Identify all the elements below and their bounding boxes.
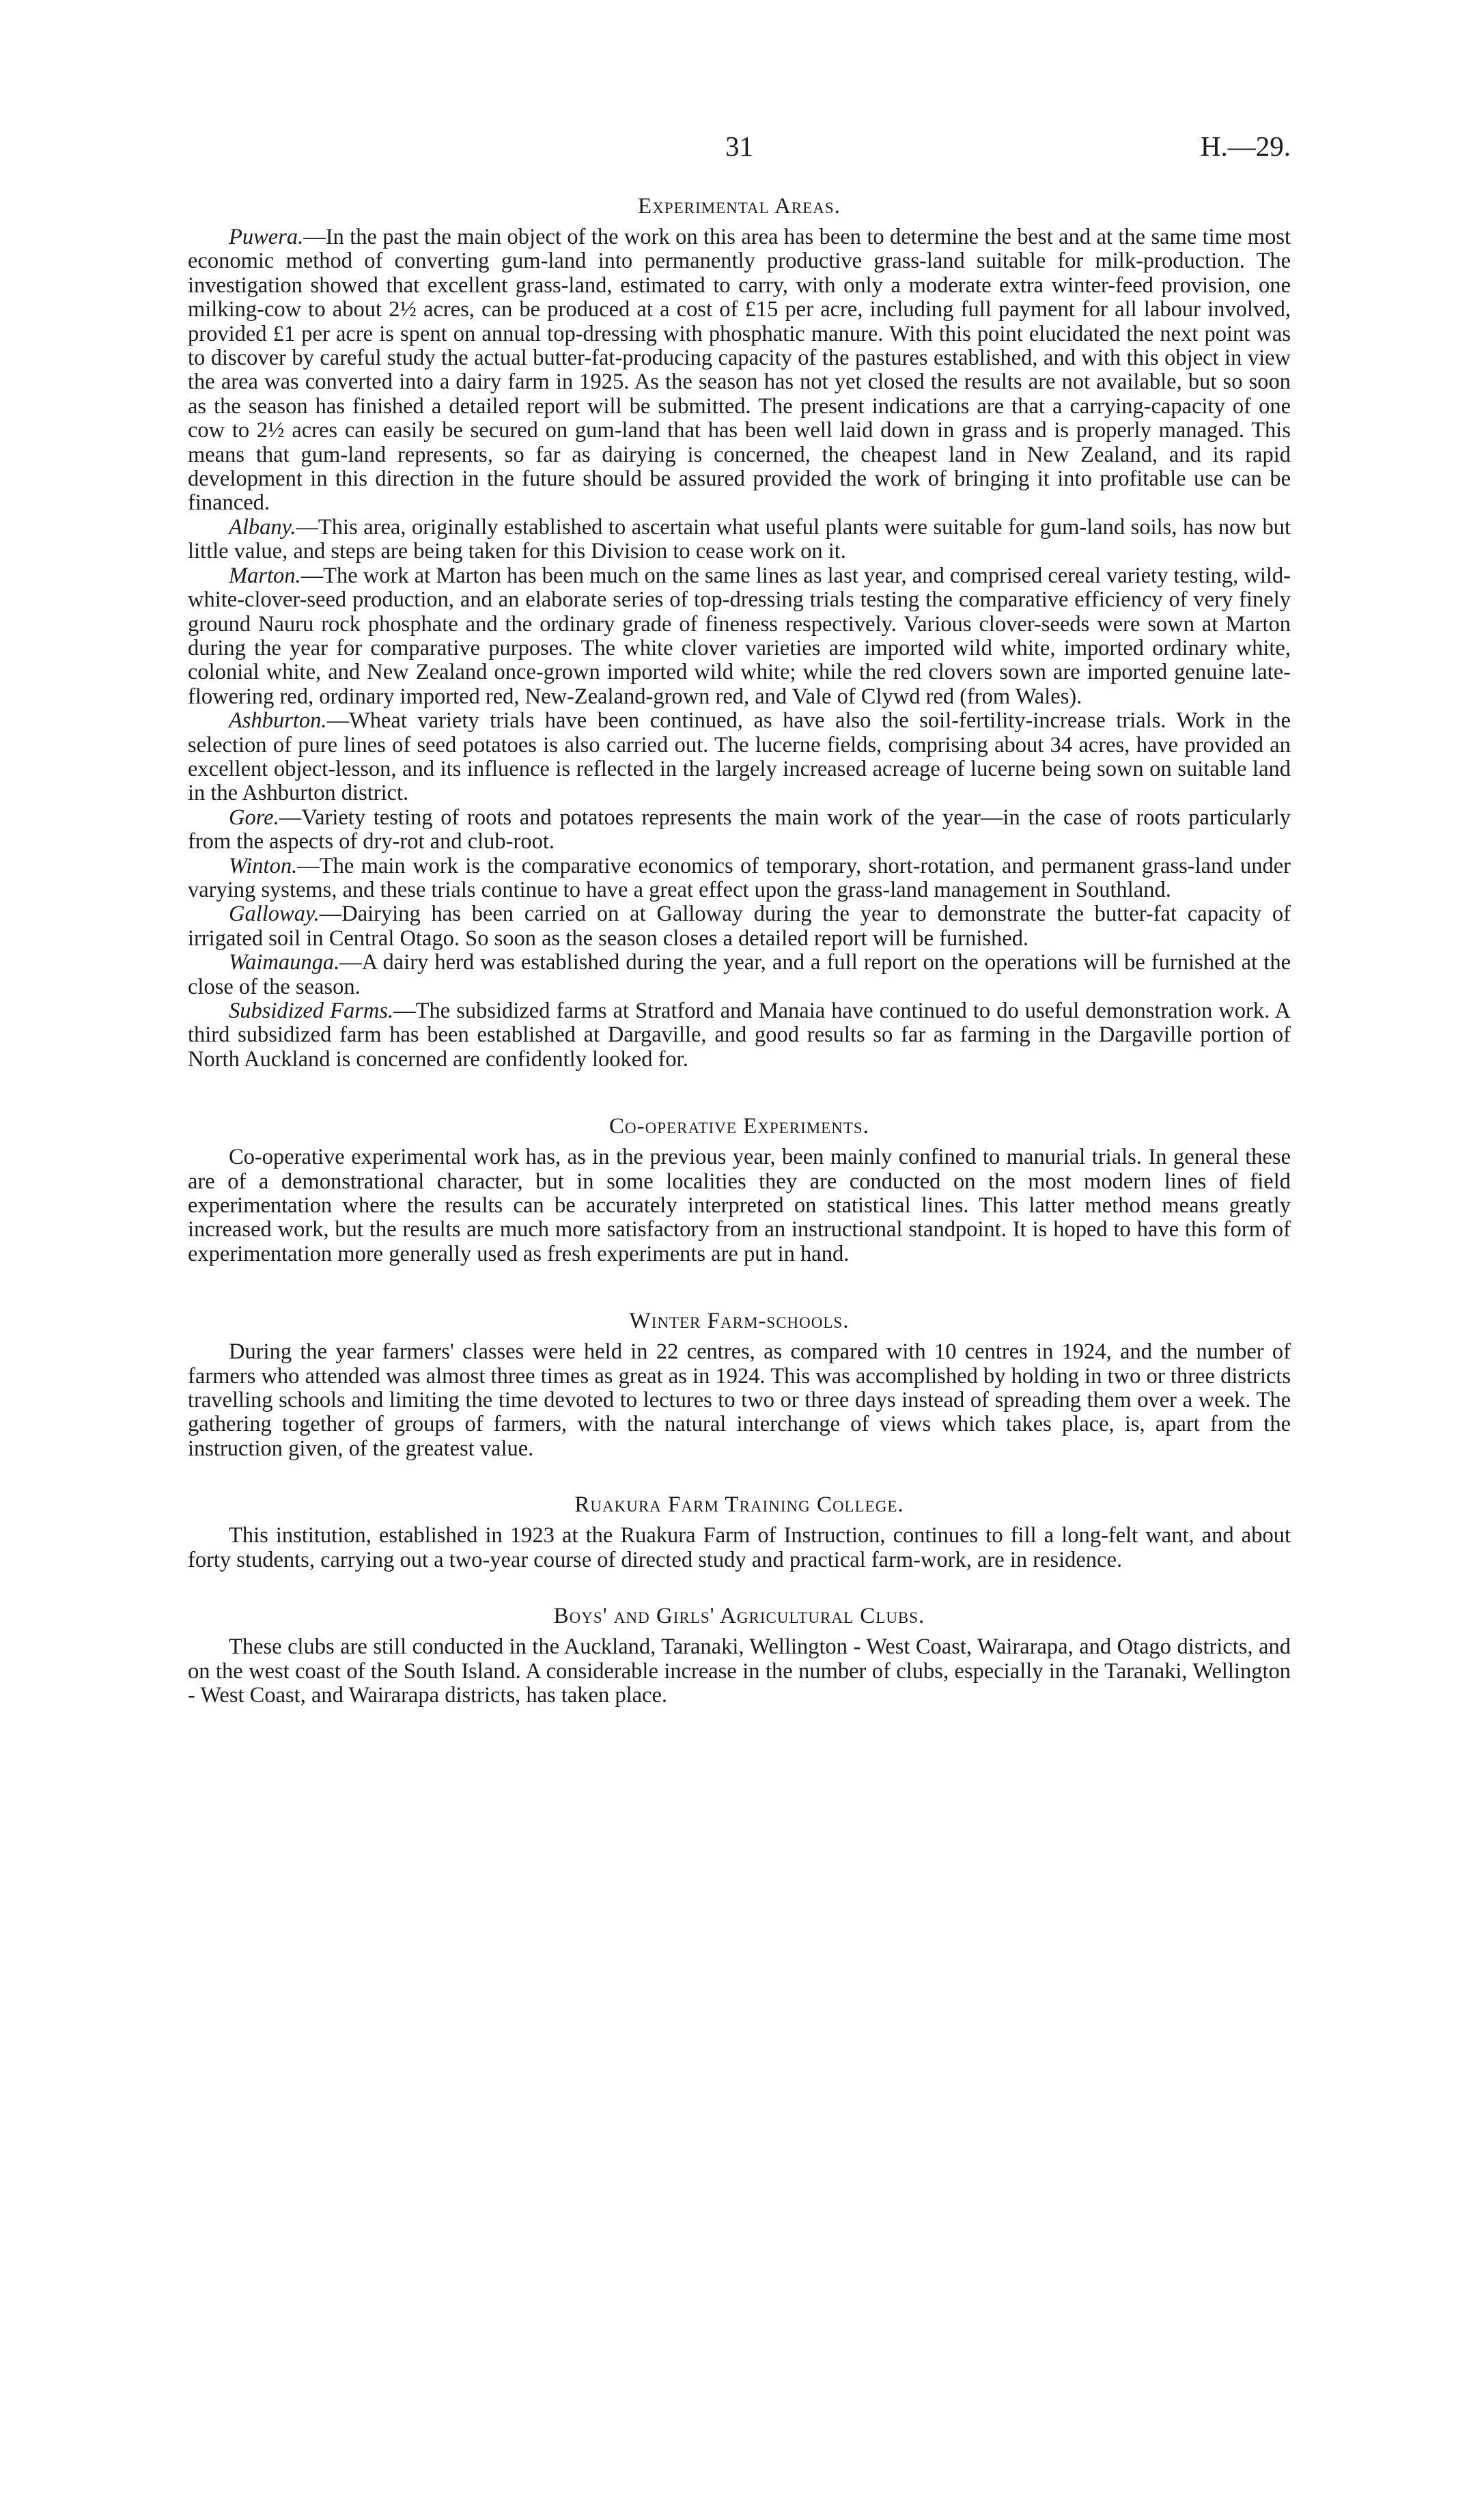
paragraph-lead: Galloway. bbox=[229, 902, 320, 927]
document-reference: H.—29. bbox=[1200, 130, 1291, 162]
paragraph-puwera bbox=[188, 225, 1291, 516]
paragraph-lead: Albany. bbox=[229, 514, 296, 540]
paragraph-ruakura: This institution, established in 1923 at the Ruakura Farm of Instruction, continues to fill a long-felt want, and about forty students, carrying out a two-year course of directed study and practical farm-work, are in residence. bbox=[188, 1523, 1291, 1572]
section-title-winter-farm-schools: Winter Farm-schools. bbox=[629, 1309, 850, 1334]
paragraph-waimaunga bbox=[188, 951, 1291, 999]
paragraph-lead: Puwera. bbox=[229, 225, 304, 249]
section-title-agricultural-clubs: Boys' and Girls' Agricultural Clubs. bbox=[553, 1604, 925, 1629]
section-title-experimental-areas: Experimental Areas. bbox=[638, 194, 841, 219]
paragraph-text: —Variety testing of roots and potatoes represents the main work of the year—in the case of roots particularly from the aspects of dry-rot and club-root. bbox=[188, 805, 1291, 854]
paragraph-agricultural-clubs: These clubs are still conducted in the Auckland, Taranaki, Wellington - West Coast, Wairarapa, and Otago districts, and on the west coast of the South Island. A considerable increase in the number of clubs, especially in the Taranaki, Wellington - West Coast, and Wairarapa districts, has taken place. bbox=[188, 1634, 1291, 1708]
paragraph-text: —Dairying has been carried on at Galloway during the year to demonstrate the butter-fat capacity of irrigated soil in Central Otago. So soon as the season closes a detailed report will be furnished. bbox=[188, 902, 1291, 951]
paragraph-text: —A dairy herd was established during the year, and a full report on the operations will be furnished at the close of the season. bbox=[188, 950, 1291, 999]
paragraph-lead: Gore. bbox=[229, 805, 279, 830]
paragraph-text: —This area, originally established to ascertain what useful plants were suitable for gum-land soils, has now but little value, and steps are being taken for this Division to cease work on it. bbox=[188, 514, 1291, 564]
paragraph-gore bbox=[188, 806, 1291, 854]
paragraph-winter-farm-schools: During the year farmers' classes were held in 22 centres, as compared with 10 centres in 1924, and the number of farmers who attended was almost three times as great as in 1924. This was accomplished by holding in two or three districts travelling schools and limiting the time devoted to lectures to two or three days instead of spreading them over a week. The gathering together of groups of farmers, with the natural interchange of views which takes place, is, apart from the instruction given, of the greatest value. bbox=[188, 1339, 1291, 1461]
paragraph-galloway bbox=[188, 902, 1291, 951]
paragraph-text: —The main work is the comparative economics of temporary, short-rotation, and permanent grass-land under varying systems, and these trials continue to have a great effect upon the grass-land management in Southland. bbox=[188, 853, 1291, 902]
paragraph-lead: Marton. bbox=[229, 563, 301, 588]
paragraph-text: —The subsidized farms at Stratford and Manaia have continued to do useful demonstration work. A third subsidized farm has been established at Dargaville, and good results so far as farming in the Dargaville portion of North Auckland is concerned are confidently looked for. bbox=[188, 999, 1291, 1072]
paragraph-marton bbox=[188, 564, 1291, 709]
paragraph-lead: Waimaunga. bbox=[229, 950, 340, 975]
page-header bbox=[188, 130, 1291, 171]
section-title-ruakura-college: Ruakura Farm Training College. bbox=[574, 1492, 904, 1518]
paragraph-text: —In the past the main object of the work on this area has been to determine the best and at the same time most economic method of converting gum-land into permanently productive grass-land suitable for milk-production. The investigation showed that excellent grass-land, estimated to carry, with only a moderate extra winter-feed provision, one milking-cow to about 2½ acres, can be produced at a cost of £15 per acre, including full payment for all labour involved, provided £1 per acre is spent on annual top-dressing with phosphatic manure. With this point elucidated the next point was to discover by careful study the actual butter-fat-producing capacity of the pastures established, and with this object in view the area was converted into a dairy farm in 1925. As the season has not yet closed the results are not available, but so soon as the season has finished a detailed report will be submitted. The present indications are that a carrying-capacity of one cow to 2½ acres can easily be secured on gum-land that has been well laid down in grass and is properly managed. This means that gum-land represents, so far as dairying is concerned, the cheapest land in New Zealand, and its rapid development in this direction in the future should be assured provided the work of bringing it into profitable use can be financed. bbox=[188, 225, 1291, 516]
paragraph-albany bbox=[188, 516, 1291, 564]
paragraph-lead: Winton. bbox=[229, 853, 298, 878]
paragraph-text: —The work at Marton has been much on the same lines as last year, and comprised cereal variety testing, wild-white-clover-seed production, and an elaborate series of top-dressing trials testing the comparative efficiency of very finely ground Nauru rock phosphate and the ordinary grade of fineness respectively. Various clover-seeds were sown at Marton during the year for comparative purposes. The white clover varieties are imported wild white, imported ordinary white, colonial white, and New Zealand once-grown imported wild white; while the red clovers sown are imported genuine late-flowering red, ordinary imported red, New-Zealand-grown red, and Vale of Clywd red (from Wales). bbox=[188, 563, 1291, 709]
paragraph-winton bbox=[188, 854, 1291, 903]
section-title-cooperative-experiments: Co-operative Experiments. bbox=[609, 1114, 869, 1139]
page-number: 31 bbox=[725, 130, 753, 162]
page-content bbox=[188, 193, 1291, 1708]
paragraph-subsidized-farms bbox=[188, 999, 1291, 1072]
paragraph-ashburton bbox=[188, 709, 1291, 806]
paragraph-text: —Wheat variety trials have been continued, as have also the soil-fertility-increase trials. Work in the selection of pure lines of seed potatoes is also carried out. The lucerne fields, comprising about 34 acres, have provided an excellent object-lesson, and its influence is reflected in the largely increased acreage of lucerne being sown on suitable land in the Ashburton district. bbox=[188, 708, 1291, 806]
paragraph-cooperative: Co-operative experimental work has, as in the previous year, been mainly confined to manurial trials. In general these are of a demonstrational character, but in some localities they are conducted on the most modern lines of field experimentation where the results can be accurately interpreted on statistical lines. This latter method means greatly increased work, but the results are much more satisfactory from an instructional standpoint. It is hoped to have this form of experimentation more generally used as fresh experiments are put in hand. bbox=[188, 1145, 1291, 1266]
paragraph-lead: Subsidized Farms. bbox=[229, 999, 394, 1023]
paragraph-lead: Ashburton. bbox=[229, 708, 327, 734]
